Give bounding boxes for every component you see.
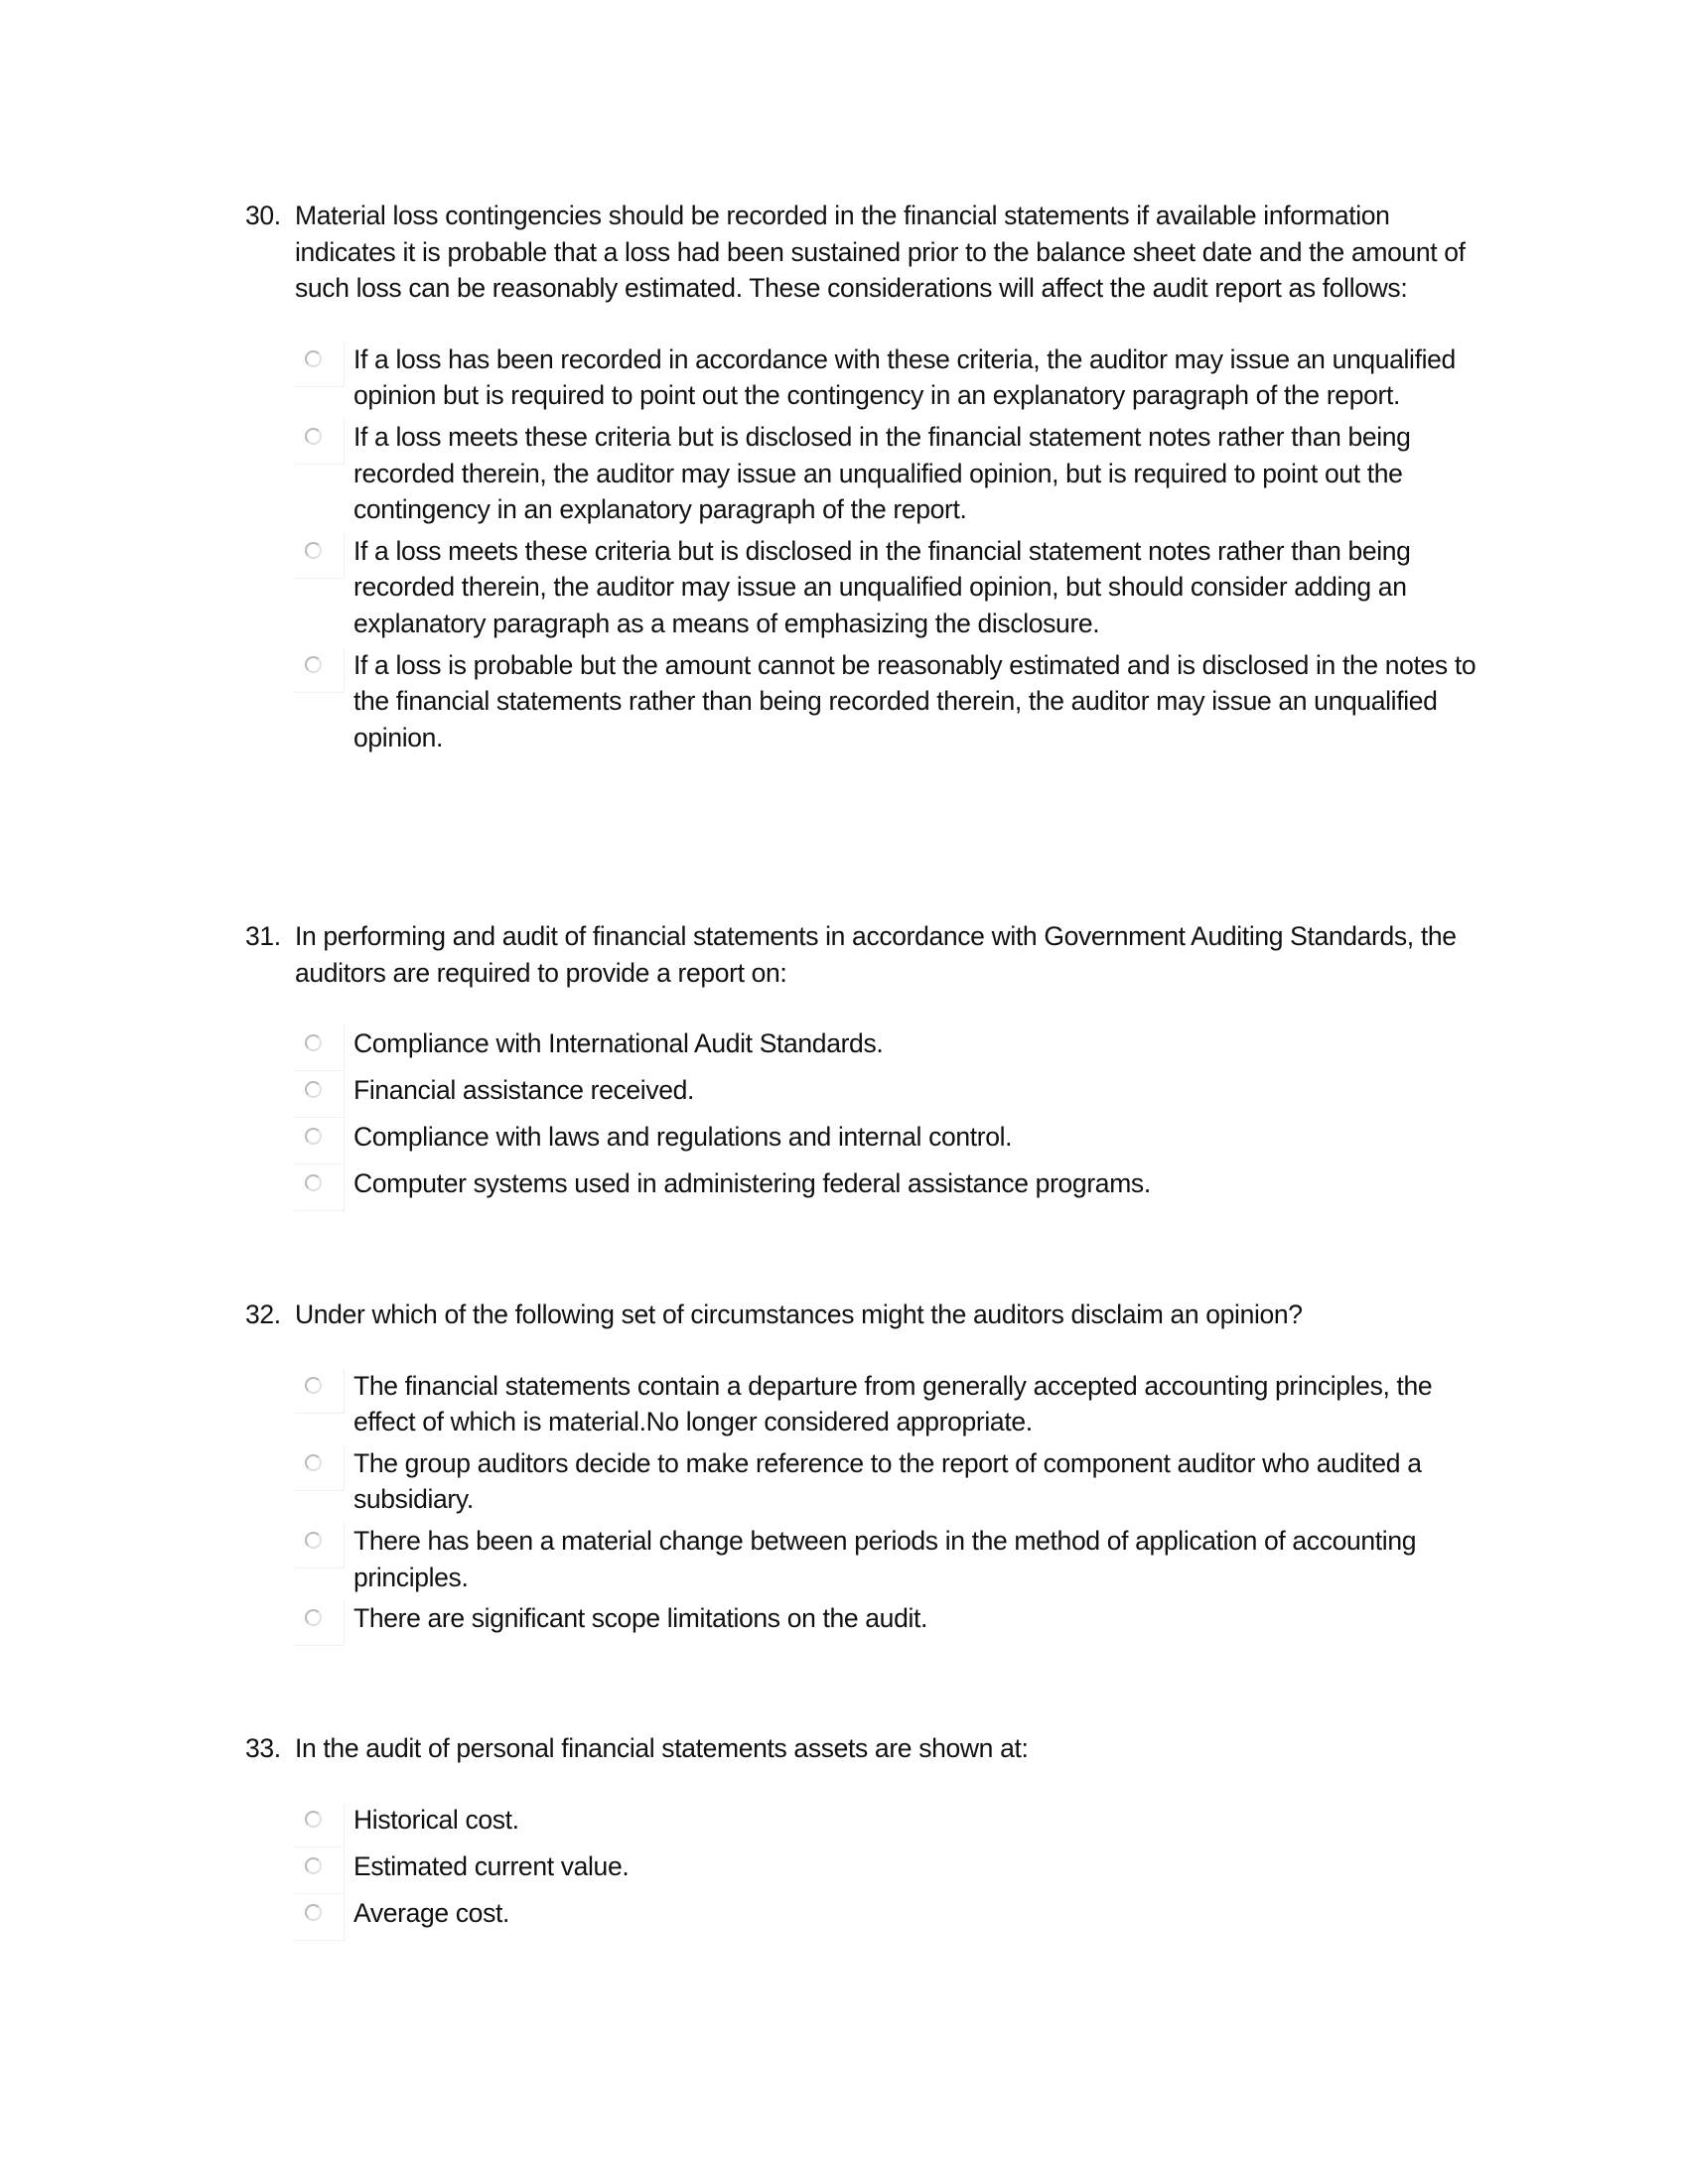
- question-text: Under which of the following set of circumstances might the auditors disclaim an opinion?: [295, 1299, 1303, 1329]
- question-31: [245, 918, 1477, 1212]
- question-32: [245, 1297, 1477, 1646]
- radio-cell: [295, 1600, 345, 1646]
- radio-button-icon[interactable]: [305, 1128, 322, 1145]
- option-text: Computer systems used in administering federal assistance programs.: [353, 1168, 1151, 1199]
- option-text: Estimated current value.: [353, 1850, 630, 1881]
- radio-cell: [295, 1895, 345, 1941]
- radio-button-icon[interactable]: [305, 1081, 322, 1098]
- question-30: [245, 198, 1477, 755]
- answer-option[interactable]: [295, 1523, 1477, 1595]
- question-number: 32.: [245, 1299, 281, 1329]
- question-text: Material loss contingencies should be recorded in the financial statements if available information indicates it is probable that a loss had been sustained prior to the balance sheet date and the amount of such loss can be reasonably estimated. These considerations will affect the audit report as follows:: [295, 201, 1466, 304]
- option-text: The financial statements contain a departure from generally accepted accounting principles, the effect of which is material.No longer considered appropriate.: [353, 1370, 1433, 1437]
- answer-option[interactable]: [295, 533, 1477, 642]
- question-number: 33.: [245, 1733, 281, 1763]
- question-stem: [245, 1297, 1477, 1333]
- answer-option[interactable]: [295, 1368, 1477, 1440]
- radio-cell: [295, 419, 345, 465]
- radio-button-icon[interactable]: [305, 1377, 322, 1394]
- radio-button-icon[interactable]: [305, 1609, 322, 1626]
- option-text: If a loss meets these criteria but is disclosed in the financial statement notes rather than being recorded therein, the auditor may issue an unqualified opinion, but is required to point out the contingency in an explanatory paragraph of the report.: [353, 421, 1411, 525]
- answer-option[interactable]: [295, 419, 1477, 528]
- radio-button-icon[interactable]: [305, 1174, 322, 1191]
- question-number: 31.: [245, 921, 281, 951]
- radio-button-icon[interactable]: [305, 1034, 322, 1051]
- question-stem: [245, 198, 1477, 307]
- question-text: In the audit of personal financial statements assets are shown at:: [295, 1733, 1029, 1763]
- radio-cell: [295, 647, 345, 693]
- answer-option[interactable]: [295, 1072, 1477, 1119]
- radio-cell: [295, 533, 345, 579]
- option-text: Compliance with laws and regulations and internal control.: [353, 1122, 1013, 1153]
- answer-option[interactable]: [295, 341, 1477, 414]
- option-text: If a loss has been recorded in accordance with these criteria, the auditor may issue an unqualified opinion but is required to point out the contingency in an explanatory paragraph of the report.: [353, 343, 1456, 411]
- radio-button-icon[interactable]: [305, 1857, 322, 1874]
- radio-cell: [295, 1119, 345, 1164]
- answer-option[interactable]: [295, 1895, 1477, 1942]
- radio-cell: [295, 1165, 345, 1211]
- answer-options: [295, 1025, 1477, 1212]
- answer-options: [295, 1368, 1477, 1647]
- radio-cell: [295, 1368, 345, 1414]
- question-33: [245, 1730, 1477, 1942]
- answer-options: [295, 1802, 1477, 1942]
- answer-option[interactable]: [295, 1600, 1477, 1646]
- option-text: Financial assistance received.: [353, 1075, 695, 1106]
- radio-button-icon[interactable]: [305, 350, 322, 367]
- option-text: There are significant scope limitations on the audit.: [353, 1603, 928, 1634]
- radio-cell: [295, 1025, 345, 1071]
- radio-button-icon[interactable]: [305, 428, 322, 445]
- answer-option[interactable]: [295, 1802, 1477, 1848]
- answer-option[interactable]: [295, 1025, 1477, 1072]
- option-text: There has been a material change between periods in the method of application of accounting principles.: [353, 1525, 1417, 1592]
- radio-button-icon[interactable]: [305, 1904, 322, 1921]
- radio-button-icon[interactable]: [305, 1454, 322, 1471]
- answer-options: [295, 341, 1477, 756]
- question-stem: [245, 918, 1477, 991]
- option-text: Historical cost.: [353, 1804, 519, 1835]
- answer-option[interactable]: [295, 647, 1477, 756]
- radio-cell: [295, 1523, 345, 1569]
- answer-option[interactable]: [295, 1165, 1477, 1212]
- question-stem: [245, 1730, 1477, 1767]
- radio-button-icon[interactable]: [305, 656, 322, 673]
- question-number: 30.: [245, 201, 281, 230]
- radio-button-icon[interactable]: [305, 1532, 322, 1549]
- answer-option[interactable]: [295, 1848, 1477, 1895]
- radio-button-icon[interactable]: [305, 542, 322, 559]
- option-text: Compliance with International Audit Standards.: [353, 1028, 884, 1059]
- radio-cell: [295, 1802, 345, 1847]
- radio-cell: [295, 341, 345, 387]
- option-text: If a loss is probable but the amount cannot be reasonably estimated and is disclosed in the notes to the financial statements rather than being recorded therein, the auditor may issue an unqualified opinion.: [353, 649, 1477, 752]
- radio-cell: [295, 1445, 345, 1491]
- option-text: The group auditors decide to make reference to the report of component auditor who audited a subsidiary.: [353, 1447, 1422, 1515]
- option-text: Average cost.: [353, 1897, 509, 1928]
- answer-option[interactable]: [295, 1119, 1477, 1165]
- option-text: If a loss meets these criteria but is disclosed in the financial statement notes rather than being recorded therein, the auditor may issue an unqualified opinion, but should consider adding an explanatory paragraph as a means of emphasizing the disclosure.: [353, 535, 1411, 638]
- radio-button-icon[interactable]: [305, 1811, 322, 1828]
- radio-cell: [295, 1848, 345, 1894]
- radio-cell: [295, 1072, 345, 1118]
- question-text: In performing and audit of financial statements in accordance with Government Auditing Standards, the auditors are required to provide a report on:: [295, 921, 1457, 988]
- answer-option[interactable]: [295, 1445, 1477, 1518]
